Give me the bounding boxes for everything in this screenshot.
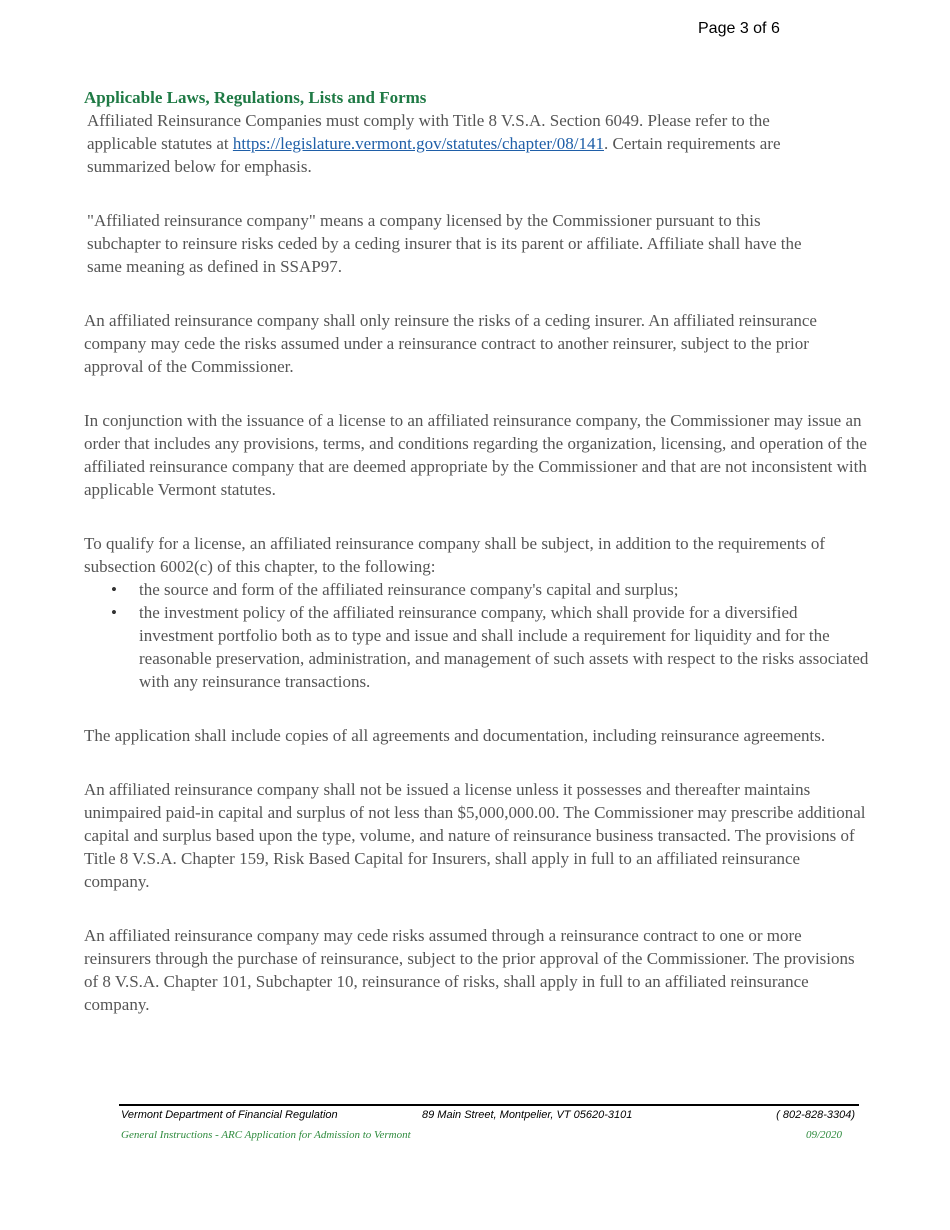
list-item: [84, 601, 869, 693]
footer-document-title: General Instructions - ARC Application for Admission to Vermont: [121, 1129, 411, 1141]
order-paragraph: In conjunction with the issuance of a license to an affiliated reinsurance company, the Commissioner may issue an order that includes any provisions, terms, and conditions regarding the organization, licensing, and operation of the affiliated reinsurance company that are deemed appropriate by the Commissioner and that are not inconsistent with applicable Vermont statutes.: [84, 411, 867, 499]
footer-contact-row: [119, 1106, 859, 1124]
footer-date: 09/2020: [805, 1129, 842, 1141]
section-heading: Applicable Laws, Regulations, Lists and Forms: [84, 88, 427, 107]
bullet-icon: •: [111, 580, 117, 599]
application-paragraph: The application shall include copies of all agreements and documentation, including reinsurance agreements.: [84, 726, 826, 745]
statutes-link[interactable]: https://legislature.vermont.gov/statutes/chapter/08/141: [232, 134, 604, 153]
list-item: [84, 578, 869, 601]
reinsure-paragraph: An affiliated reinsurance company shall only reinsure the risks of a ceding insurer. An affiliated reinsurance company may cede the risks assumed under a reinsurance contract to another reinsurer, subject to the prior approval of the Commissioner.: [84, 311, 817, 376]
page-number: Page 3 of 6: [698, 20, 780, 37]
intro-text-after-link: . Certain requirements are summarized below for emphasis.: [87, 134, 781, 176]
qualify-paragraph: To qualify for a license, an affiliated reinsurance company shall be subject, in addition to the requirements of subsection 6002(c) of this chapter, to the following:: [84, 534, 826, 576]
footer-phone: ( 802-828-3304): [776, 1109, 855, 1121]
list-item-text: the investment policy of the affiliated reinsurance company, which shall provide for a diversified investment portfolio both as to type and issue and shall include a requirement for liquidity and for the reasonable preservation, administration, and management of such assets with respect to the risks associated with any reinsurance transactions.: [139, 603, 869, 691]
definition-paragraph: "Affiliated reinsurance company" means a company licensed by the Commissioner pursuant to this subchapter to reinsure risks ceded by a ceding insurer that is its parent or affiliate. Affiliate shall have the same meaning as defined in SSAP97.: [87, 211, 802, 276]
footer-document-row: [119, 1126, 859, 1144]
page-footer: [119, 1104, 859, 1144]
qualification-list: [84, 578, 869, 693]
bullet-icon: •: [111, 603, 117, 622]
intro-paragraph: [84, 109, 812, 178]
capital-paragraph: An affiliated reinsurance company shall not be issued a license unless it possesses and thereafter maintains unimpaired paid-in capital and surplus of not less than $5,000,000.00. The Commissioner may prescribe additional capital and surplus based upon the type, volume, and nature of reinsurance business transacted. The provisions of Title 8 V.S.A. Chapter 159, Risk Based Capital for Insurers, shall apply in full to an affiliated reinsurance company.: [84, 780, 866, 891]
intro-text-before-link: Affiliated Reinsurance Companies must comply with Title 8 V.S.A. Section 6049. Please refer to the applicable statutes at: [87, 111, 770, 153]
main-content: [84, 86, 869, 1047]
cede-paragraph: An affiliated reinsurance company may cede risks assumed through a reinsurance contract to one or more reinsurers through the purchase of reinsurance, subject to the prior approval of the Commissioner. The provisions of 8 V.S.A. Chapter 101, Subchapter 10, reinsurance of risks, shall apply in full to an affiliated reinsurance company.: [84, 926, 855, 1014]
footer-address: 89 Main Street, Montpelier, VT 05620-3101: [422, 1109, 633, 1121]
list-item-text: the source and form of the affiliated reinsurance company's capital and surplus;: [139, 580, 679, 599]
footer-department: Vermont Department of Financial Regulation: [121, 1109, 338, 1121]
